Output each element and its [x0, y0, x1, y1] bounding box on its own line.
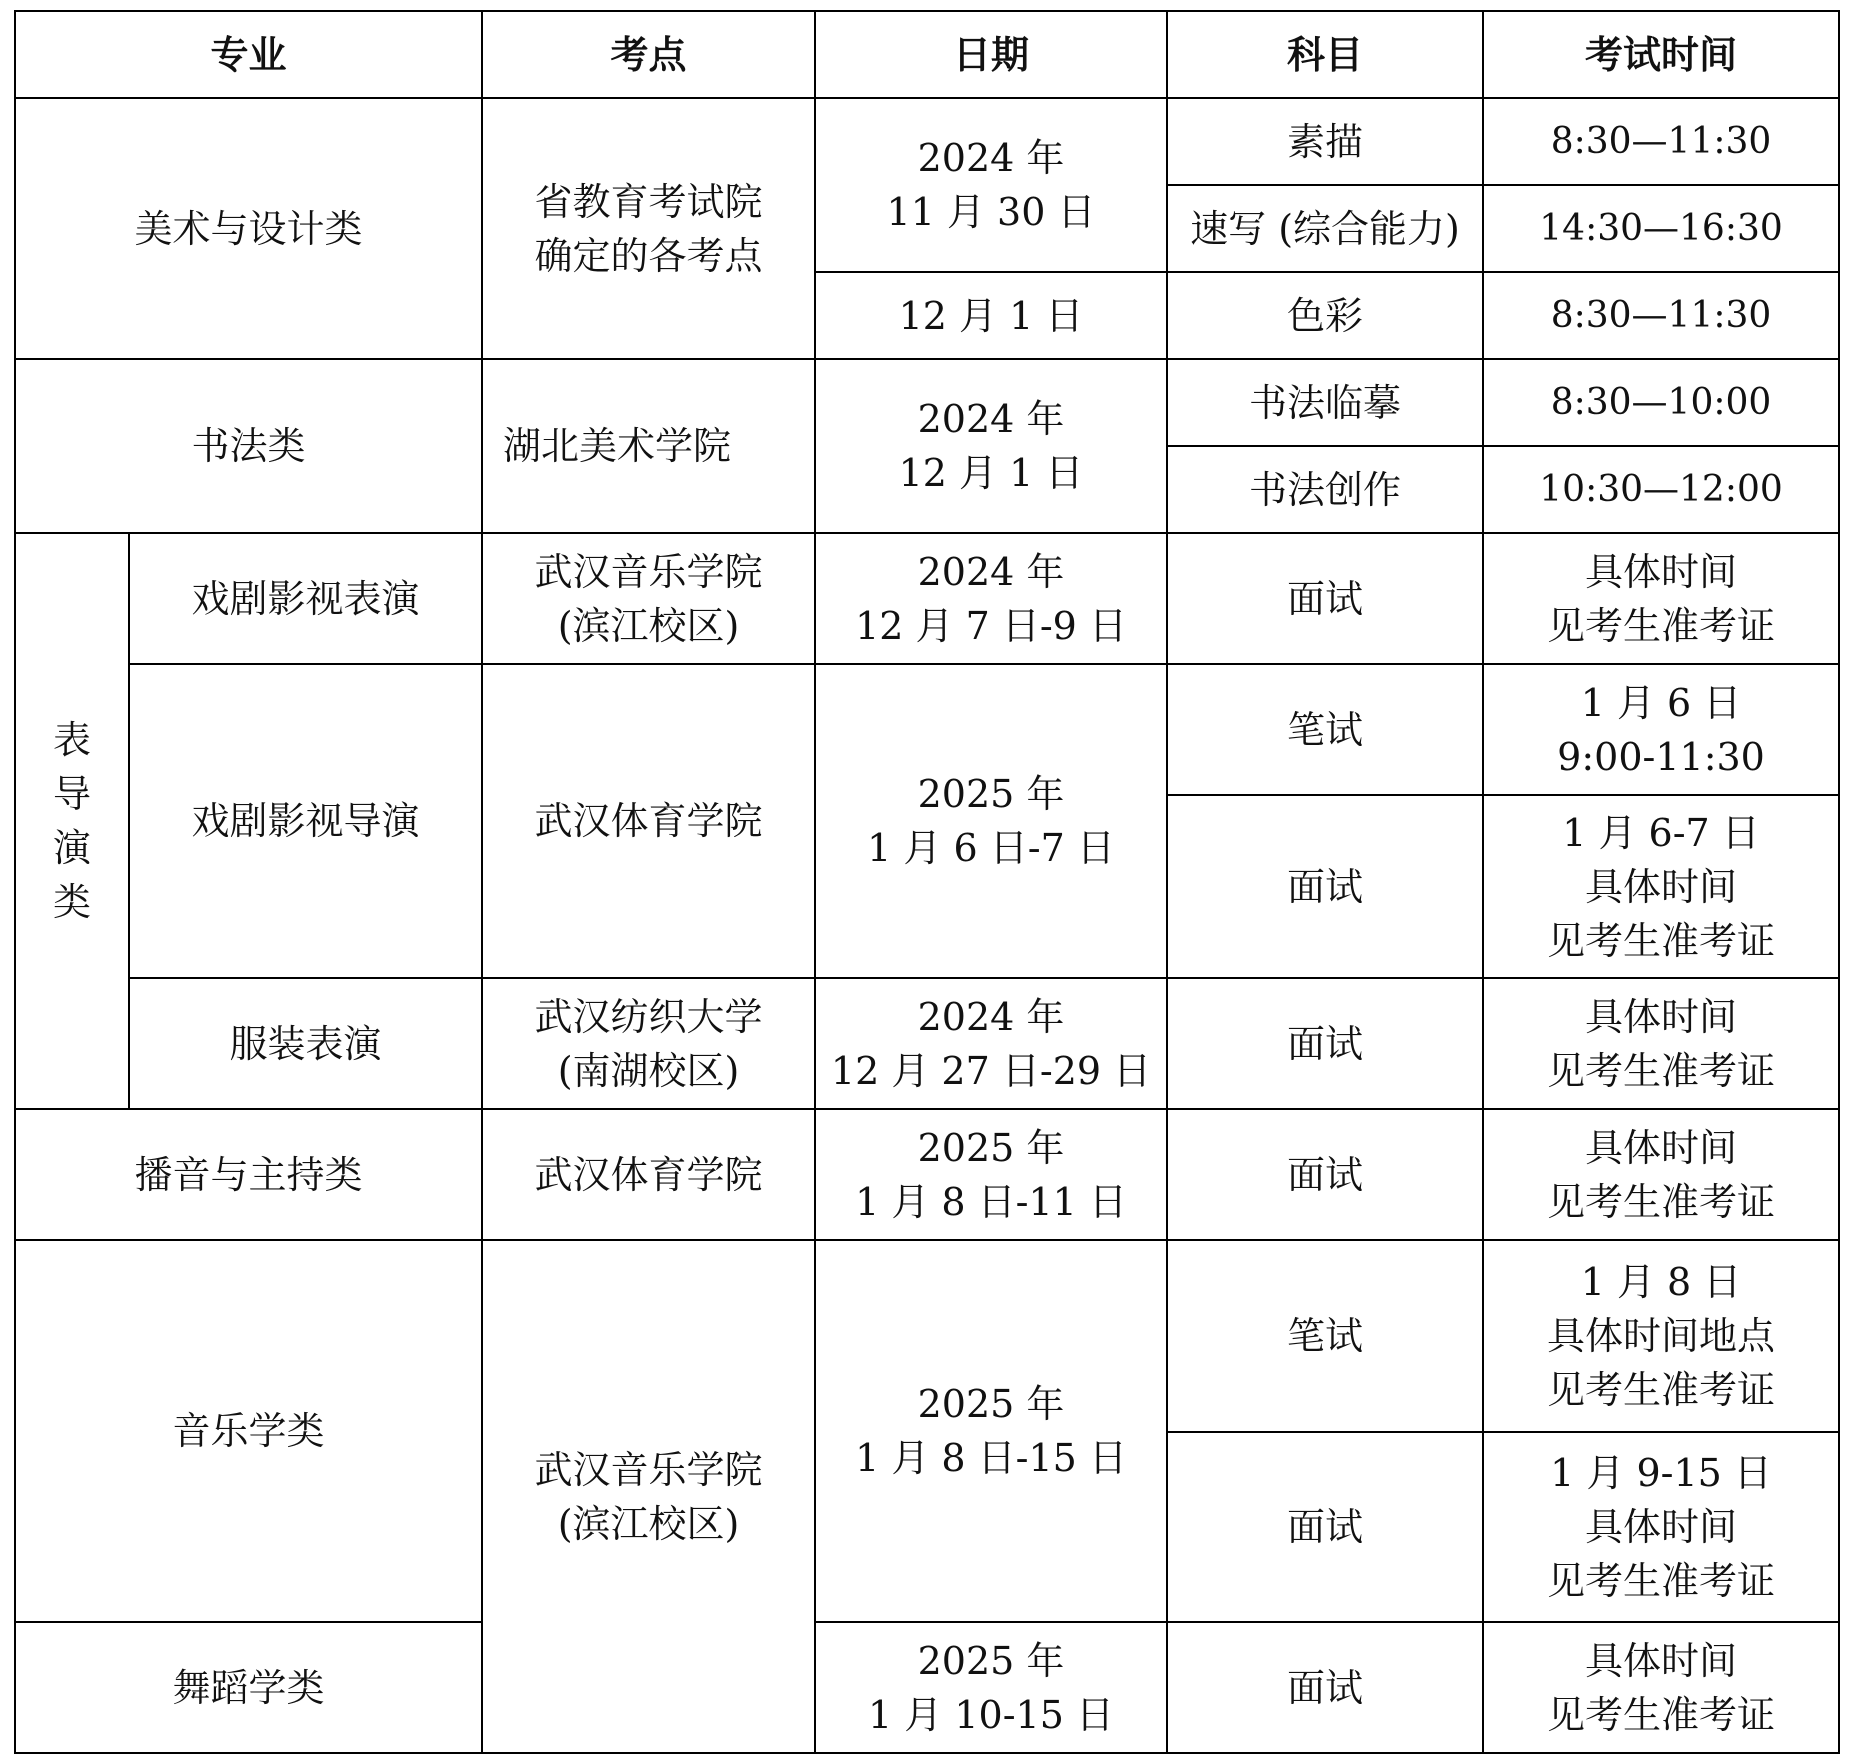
- table-row: [15, 1109, 1839, 1240]
- group-performance: [15, 533, 129, 1109]
- date-drama-directing: 2025 年 1 月 6 日-7 日: [815, 664, 1167, 978]
- time-fashion: 具体时间 见考生准考证: [1483, 978, 1839, 1109]
- time-music-written: 1 月 8 日 具体时间地点 见考生准考证: [1483, 1240, 1839, 1432]
- date-drama-acting: 2024 年 12 月 7 日-9 日: [815, 533, 1167, 664]
- header-subject: 科目: [1167, 11, 1483, 98]
- time-quick-sketch: 14:30—16:30: [1483, 185, 1839, 272]
- major-drama-acting: 戏剧影视表演: [129, 533, 482, 664]
- date-art-1: 2024 年 11 月 30 日: [815, 98, 1167, 272]
- subject-interview: 面试: [1167, 795, 1483, 978]
- subject-drama-acting: 面试: [1167, 533, 1483, 664]
- time-written: 1 月 6 日 9:00-11:30: [1483, 664, 1839, 795]
- time-interview: 1 月 6-7 日 具体时间 见考生准考证: [1483, 795, 1839, 978]
- time-broadcast: 具体时间 见考生准考证: [1483, 1109, 1839, 1240]
- subject-fashion: 面试: [1167, 978, 1483, 1109]
- exam-schedule: [14, 10, 1838, 1754]
- subject-written: 笔试: [1167, 664, 1483, 795]
- site-drama-acting: 武汉音乐学院 (滨江校区): [482, 533, 815, 664]
- site-drama-directing: 武汉体育学院: [482, 664, 815, 978]
- subject-music-written: 笔试: [1167, 1240, 1483, 1432]
- table-row: [15, 359, 1839, 446]
- time-color: 8:30—11:30: [1483, 272, 1839, 359]
- header-row: [15, 11, 1839, 98]
- subject-creation: 书法创作: [1167, 446, 1483, 533]
- major-dance: 舞蹈学类: [15, 1622, 482, 1753]
- subject-color: 色彩: [1167, 272, 1483, 359]
- date-fashion: 2024 年 12 月 27 日-29 日: [815, 978, 1167, 1109]
- site-broadcast: 武汉体育学院: [482, 1109, 815, 1240]
- date-dance: 2025 年 1 月 10-15 日: [815, 1622, 1167, 1753]
- table-row: [15, 98, 1839, 185]
- subject-copying: 书法临摹: [1167, 359, 1483, 446]
- time-creation: 10:30—12:00: [1483, 446, 1839, 533]
- table-row: [15, 1622, 1839, 1753]
- table-row: [15, 978, 1839, 1109]
- site-art: 省教育考试院 确定的各考点: [482, 98, 815, 359]
- group-char: 类: [52, 880, 91, 924]
- time-sketch: 8:30—11:30: [1483, 98, 1839, 185]
- date-broadcast: 2025 年 1 月 8 日-11 日: [815, 1109, 1167, 1240]
- time-music-interview: 1 月 9-15 日 具体时间 见考生准考证: [1483, 1432, 1839, 1622]
- major-fashion: 服装表演: [129, 978, 482, 1109]
- exam-schedule-table: [14, 10, 1840, 1754]
- header-major: 专业: [15, 11, 482, 98]
- header-time: 考试时间: [1483, 11, 1839, 98]
- date-calligraphy: 2024 年 12 月 1 日: [815, 359, 1167, 533]
- group-char: 导: [52, 772, 91, 816]
- site-music-dance: 武汉音乐学院 (滨江校区): [482, 1240, 815, 1753]
- major-calligraphy: 书法类: [15, 359, 482, 533]
- subject-dance: 面试: [1167, 1622, 1483, 1753]
- major-broadcast: 播音与主持类: [15, 1109, 482, 1240]
- site-fashion: 武汉纺织大学 (南湖校区): [482, 978, 815, 1109]
- subject-broadcast: 面试: [1167, 1109, 1483, 1240]
- time-drama-acting: 具体时间 见考生准考证: [1483, 533, 1839, 664]
- header-date: 日期: [815, 11, 1167, 98]
- table-row: [15, 533, 1839, 664]
- date-music: 2025 年 1 月 8 日-15 日: [815, 1240, 1167, 1622]
- time-copying: 8:30—10:00: [1483, 359, 1839, 446]
- table-row: [15, 664, 1839, 795]
- site-calligraphy: 湖北美术学院: [482, 359, 815, 533]
- subject-sketch: 素描: [1167, 98, 1483, 185]
- group-char: 演: [52, 826, 91, 870]
- major-art: 美术与设计类: [15, 98, 482, 359]
- major-drama-directing: 戏剧影视导演: [129, 664, 482, 978]
- header-site: 考点: [482, 11, 815, 98]
- group-char: 表: [52, 718, 91, 762]
- subject-music-interview: 面试: [1167, 1432, 1483, 1622]
- date-art-2: 12 月 1 日: [815, 272, 1167, 359]
- time-dance: 具体时间 见考生准考证: [1483, 1622, 1839, 1753]
- subject-quick-sketch: 速写 (综合能力): [1167, 185, 1483, 272]
- major-music: 音乐学类: [15, 1240, 482, 1622]
- table-row: [15, 1240, 1839, 1432]
